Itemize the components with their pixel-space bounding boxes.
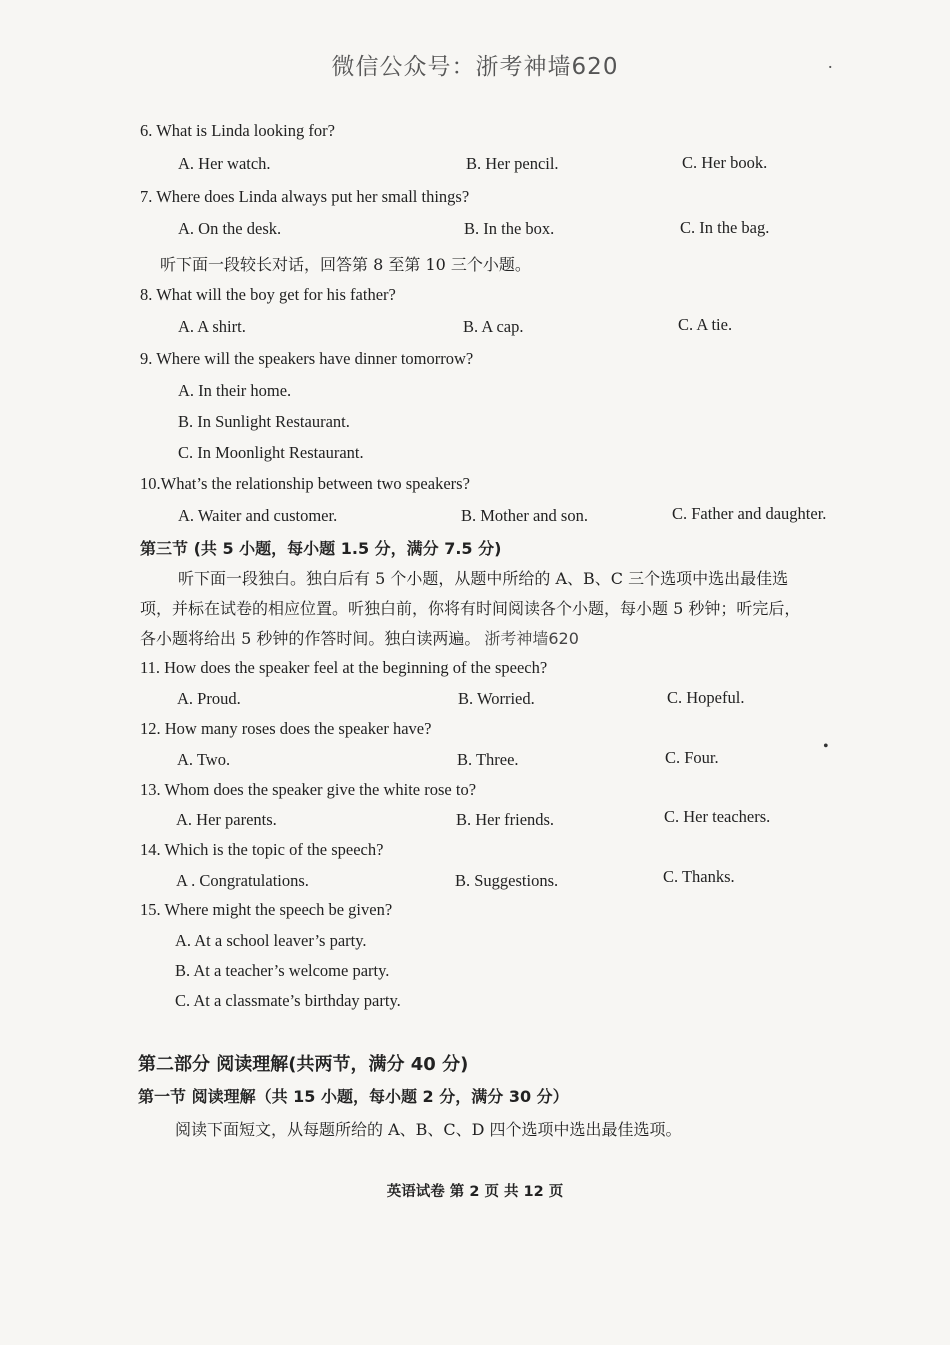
question-12-option-c: C. Four. bbox=[665, 748, 719, 767]
speck-mark: . bbox=[828, 52, 833, 72]
question-15-option-c: C. At a classmate’s birthday party. bbox=[175, 991, 401, 1010]
part-2-section-1-title: 第一节 阅读理解（共 15 小题，每小题 2 分，满分 30 分） bbox=[138, 1087, 569, 1106]
part-2-instruction: 阅读下面短文，从每题所给的 A、B、C、D 四个选项中选出最佳选项。 bbox=[175, 1120, 682, 1139]
speck-mark: • bbox=[823, 738, 829, 755]
question-9-stem: 9. Where will the speakers have dinner tomorrow? bbox=[140, 349, 474, 368]
section-3-instruction-line1: 听下面一段独白。独白后有 5 个小题，从题中所给的 A、B、C 三个选项中选出最佳选 bbox=[178, 569, 789, 588]
question-10-option-c: C. Father and daughter. bbox=[672, 504, 827, 523]
question-7-option-b: B. In the box. bbox=[464, 219, 555, 238]
question-14-option-a: A . Congratulations. bbox=[176, 871, 309, 890]
section-3-title: 第三节 (共 5 小题，每小题 1.5 分，满分 7.5 分) bbox=[140, 539, 502, 558]
question-15-option-b: B. At a teacher’s welcome party. bbox=[175, 961, 390, 980]
question-6-stem: 6. What is Linda looking for? bbox=[140, 121, 335, 140]
question-12-option-b: B. Three. bbox=[457, 750, 519, 769]
question-6-option-b: B. Her pencil. bbox=[466, 154, 559, 173]
question-7-option-c: C. In the bag. bbox=[680, 218, 770, 237]
question-13-stem: 13. Whom does the speaker give the white rose to? bbox=[140, 780, 477, 799]
question-9-option-c: C. In Moonlight Restaurant. bbox=[178, 443, 364, 462]
section-3-instruction-line2: 项，并标在试卷的相应位置。听独白前，你将有时间阅读各个小题，每小题 5 秒钟；听完后， bbox=[140, 599, 801, 618]
question-10-option-b: B. Mother and son. bbox=[461, 506, 588, 525]
question-7-option-a: A. On the desk. bbox=[178, 219, 282, 238]
question-10-option-a: A. Waiter and customer. bbox=[178, 506, 338, 525]
question-12-option-a: A. Two. bbox=[177, 750, 231, 769]
inline-watermark: 浙考神墙620 bbox=[484, 629, 579, 648]
question-11-option-a: A. Proud. bbox=[177, 689, 241, 708]
section-3-instruction-line3 bbox=[140, 626, 579, 649]
question-14-stem: 14. Which is the topic of the speech? bbox=[140, 840, 384, 859]
question-13-option-b: B. Her friends. bbox=[456, 810, 555, 829]
instruction-8-10: 听下面一段较长对话，回答第 8 至第 10 三个小题。 bbox=[160, 255, 531, 274]
question-11-stem: 11. How does the speaker feel at the beginning of the speech? bbox=[140, 658, 548, 677]
question-14-option-c: C. Thanks. bbox=[663, 867, 735, 886]
question-10-stem: 10.What’s the relationship between two speakers? bbox=[140, 474, 470, 493]
question-13-option-a: A. Her parents. bbox=[176, 810, 277, 829]
page-footer: 英语试卷 第 2 页 共 12 页 bbox=[386, 1184, 564, 1200]
question-13-option-c: C. Her teachers. bbox=[664, 807, 771, 826]
question-15-stem: 15. Where might the speech be given? bbox=[140, 900, 393, 919]
section-3-instruction-text: 各小题将给出 5 秒钟的作答时间。独白读两遍。 bbox=[140, 629, 481, 648]
question-11-option-b: B. Worried. bbox=[458, 689, 535, 708]
question-12-stem: 12. How many roses does the speaker have? bbox=[140, 719, 432, 738]
question-6-option-a: A. Her watch. bbox=[178, 154, 271, 173]
question-6-option-c: C. Her book. bbox=[682, 153, 768, 172]
question-8-option-b: B. A cap. bbox=[463, 317, 524, 336]
part-2-title: 第二部分 阅读理解(共两节，满分 40 分) bbox=[138, 1054, 469, 1075]
question-8-stem: 8. What will the boy get for his father? bbox=[140, 285, 396, 304]
question-9-option-b: B. In Sunlight Restaurant. bbox=[178, 412, 350, 431]
header-watermark: 微信公众号：浙考神墙620 bbox=[331, 54, 619, 80]
question-8-option-a: A. A shirt. bbox=[178, 317, 246, 336]
question-11-option-c: C. Hopeful. bbox=[667, 688, 745, 707]
question-14-option-b: B. Suggestions. bbox=[455, 871, 559, 890]
question-8-option-c: C. A tie. bbox=[678, 315, 733, 334]
question-9-option-a: A. In their home. bbox=[178, 381, 292, 400]
question-7-stem: 7. Where does Linda always put her small things? bbox=[140, 187, 470, 206]
question-15-option-a: A. At a school leaver’s party. bbox=[175, 931, 367, 950]
